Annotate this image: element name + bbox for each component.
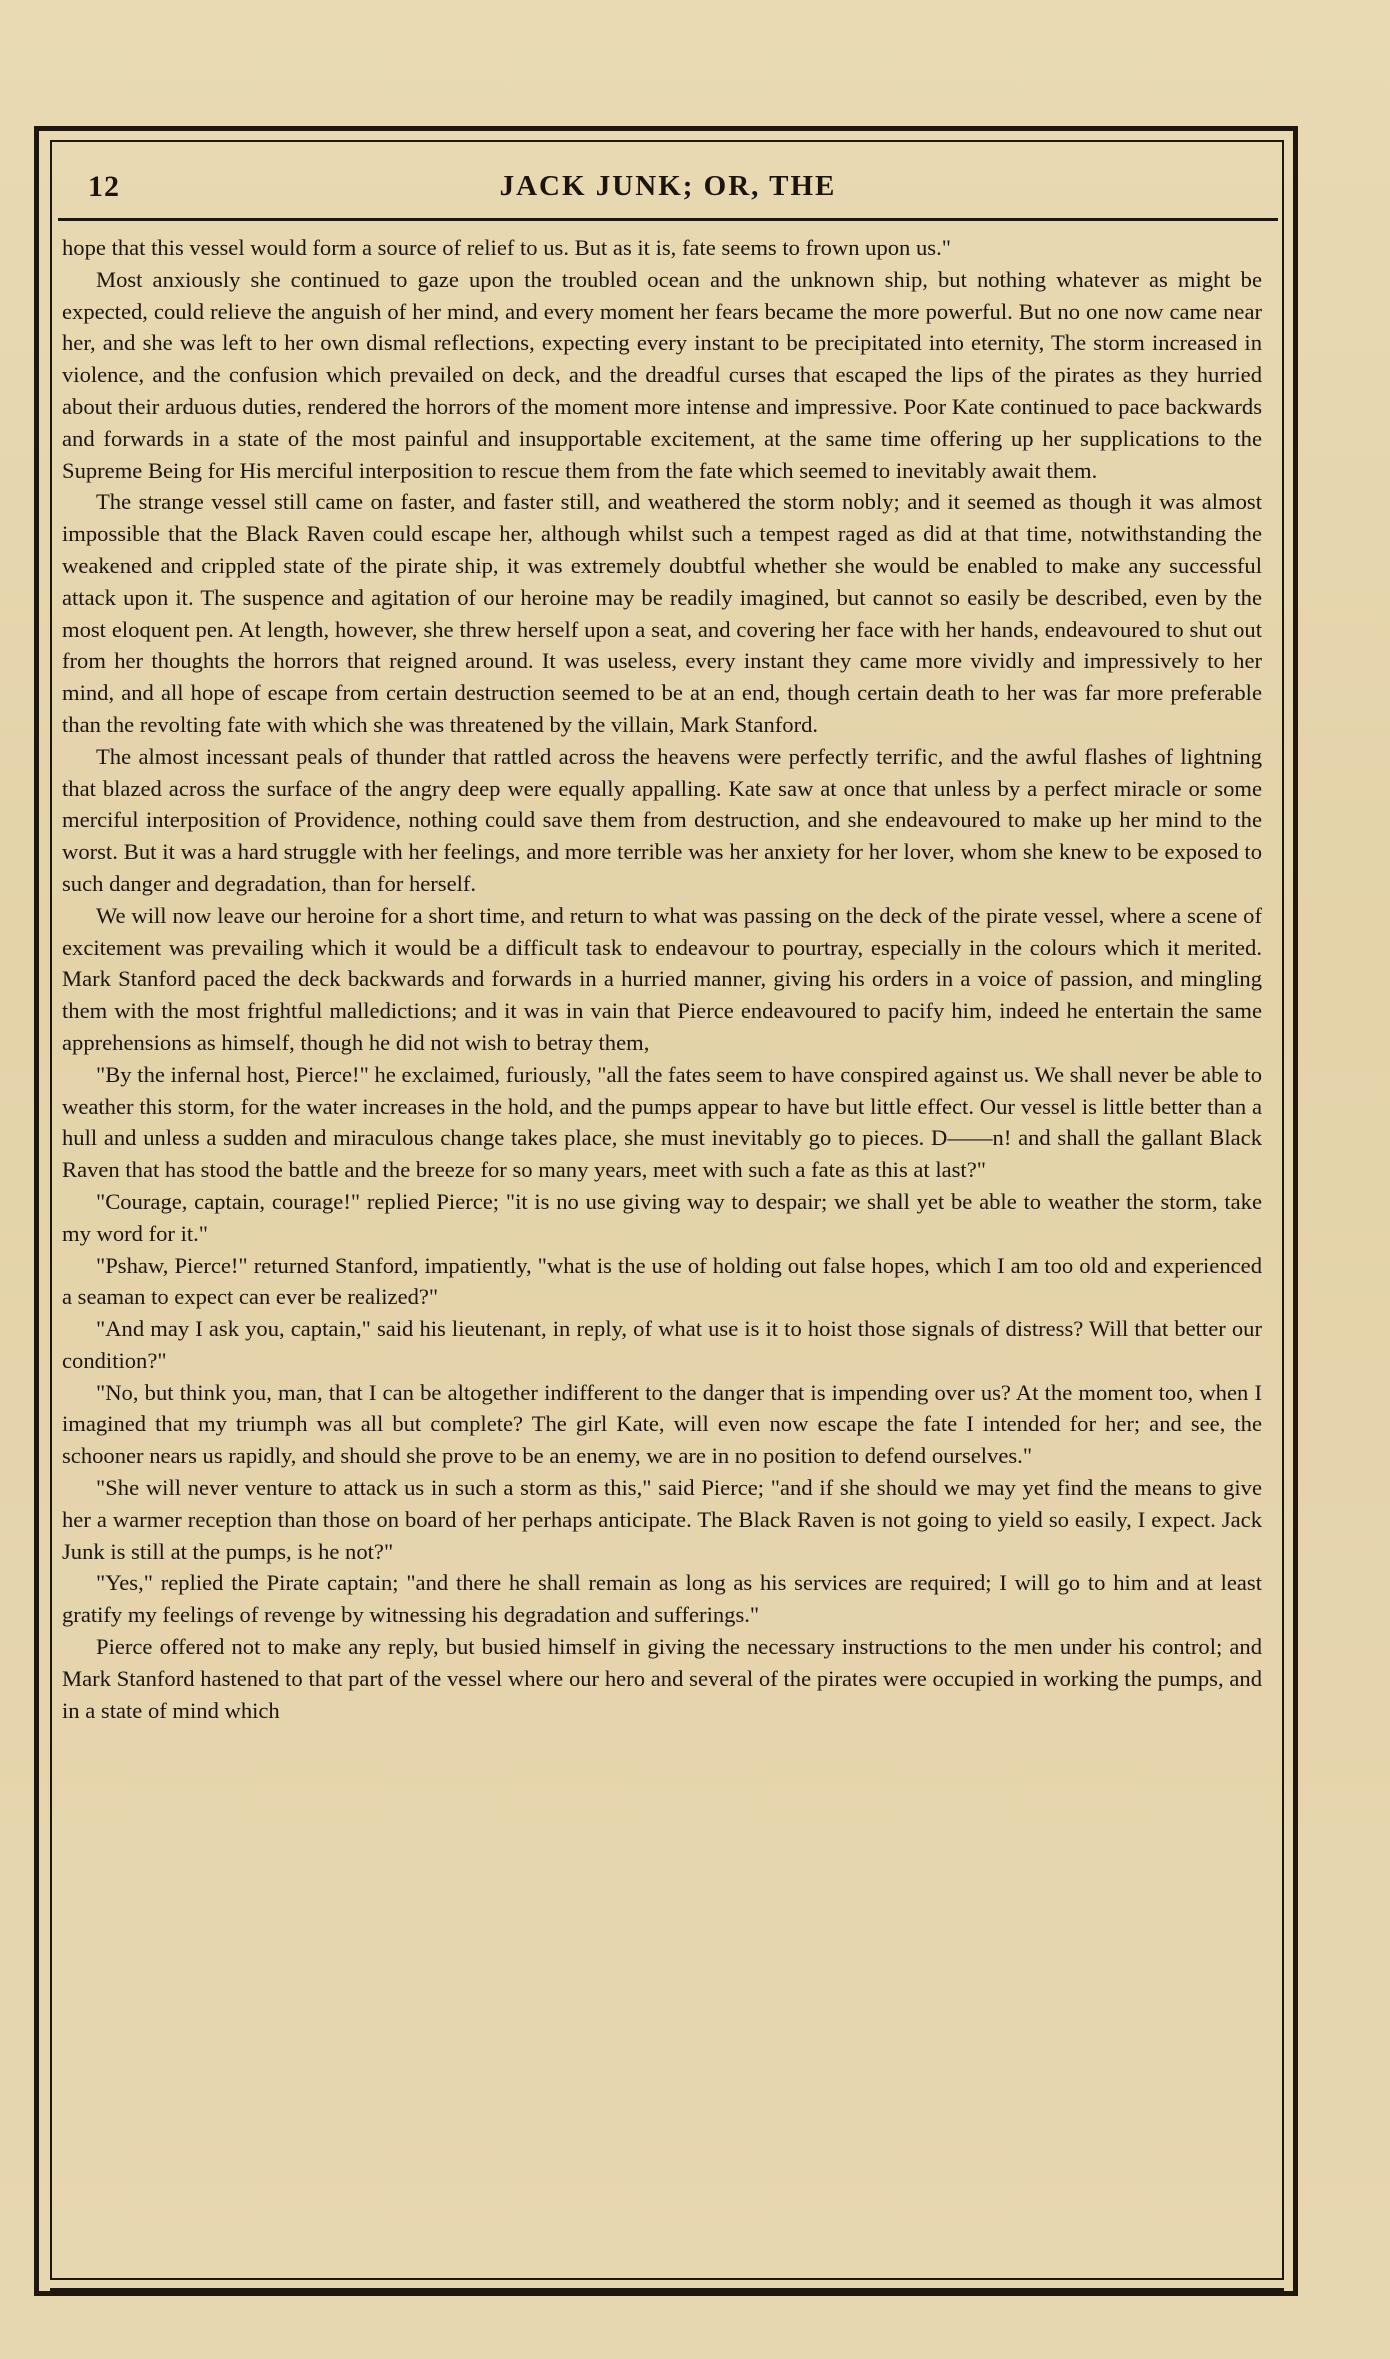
header-rule bbox=[58, 218, 1278, 221]
paragraph: The strange vessel still came on faster, and faster still, and weathered the storm nobly; and it seemed as though it was almost impossible that the Black Raven could escape her, although whilst such a tempest raged as did at that time, notwithstanding the weakened and crippled state of the pirate ship, it was extremely doubtful whether she would be enabled to make any successful attack upon it. The suspence and agitation of our heroine may be readily imagined, but cannot so easily be described, even by the most eloquent pen. At length, however, she threw herself upon a seat, and covering her face with her hands, endeavoured to shut out from her thoughts the horrors that reigned around. It was useless, every instant they came more vividly and impressively to her mind, and all hope of escape from certain destruction seemed to be at an end, though certain death to her was far more preferable than the revolting fate with which she was threatened by the villain, Mark Stanford. bbox=[62, 489, 1262, 737]
page-number: 12 bbox=[88, 170, 120, 203]
paragraph: Pierce offered not to make any reply, but busied himself in giving the necessary instructions to the men under his control; and Mark Stanford hastened to that part of the vessel where our hero and several of the pirates were occupied in working the pumps, and in a state of mind which bbox=[62, 1634, 1262, 1723]
paragraph: "And may I ask you, captain," said his lieutenant, in reply, of what use is it to hoist those signals of distress? Will that better our condition?" bbox=[62, 1316, 1262, 1373]
paragraph: The almost incessant peals of thunder that rattled across the heavens were perfectly terrific, and the awful flashes of lightning that blazed across the surface of the angry deep were equally appalling. Kate saw at once that unless by a perfect miracle or some merciful interposition of Providence, nothing could save them from destruction, and she endeavoured to make up her mind to the worst. But it was a hard struggle with her feelings, and more terrible was her anxiety for her lover, whom she knew to be exposed to such danger and degradation, than for herself. bbox=[62, 743, 1262, 896]
paragraph: "Pshaw, Pierce!" returned Stanford, impatiently, "what is the use of holding out false hopes, which I am too old and experienced a seaman to expect can ever be realized?" bbox=[62, 1252, 1262, 1310]
paragraph: "She will never venture to attack us in such a storm as this," said Pierce; "and if she should we may yet find the means to give her a warmer reception than those on board of her perhaps anticipate. The Black Raven is not going to yield so easily, I expect. Jack Junk is still at the pumps, is he not?" bbox=[62, 1475, 1262, 1564]
paragraph: Most anxiously she continued to gaze upon the troubled ocean and the unknown ship, but nothing whatever as might be expected, could relieve the anguish of her mind, and every moment her fears became the more powerful. But no one now came near her, and she was left to her own dismal reflections, expecting every instant to be precipitated into eternity, The storm increased in violence, and the confusion which prevailed on deck, and the dreadful curses that escaped the lips of the pirates as they hurried about their arduous duties, rendered the horrors of the moment more intense and impressive. Poor Kate continued to pace backwards and forwards in a state of the most painful and insupportable excitement, at the same time offering up her supplications to the Supreme Being for His merciful interposition to rescue them from the fate which seemed to inevitably await them. bbox=[62, 266, 1262, 483]
paragraph: "Courage, captain, courage!" replied Pierce; "it is no use giving way to despair; we shall yet be able to weather the storm, take my word for it." bbox=[62, 1188, 1262, 1246]
paragraph: "Yes," replied the Pirate captain; "and there he shall remain as long as his services are required; I will go to him and at least gratify my feelings of revenge by witnessing his degradation and sufferings." bbox=[62, 1570, 1262, 1628]
running-title: JACK JUNK; OR, THE bbox=[499, 170, 837, 202]
paragraph: hope that this vessel would form a source of relief to us. But as it is, fate seems to frown upon us." bbox=[62, 235, 951, 260]
body-text bbox=[62, 232, 1262, 2262]
bottom-rule bbox=[50, 2288, 1284, 2291]
paragraph: We will now leave our heroine for a short time, and return to what was passing on the deck of the pirate vessel, where a scene of excitement was prevailing which it would be a difficult task to endeavour to pourtray, especially in the colours which it merited. Mark Stanford paced the deck backwards and forwards in a hurried manner, giving his orders in a voice of passion, and mingling them with the most frightful malledictions; and it was in vain that Pierce endeavoured to pacify him, indeed he entertain the same apprehensions as himself, though he did not wish to betray them, bbox=[62, 902, 1262, 1055]
paragraph: "By the infernal host, Pierce!" he exclaimed, furiously, "all the fates seem to have conspired against us. We shall never be able to weather this storm, for the water increases in the hold, and the pumps appear to have but little effect. Our vessel is little better than a hull and unless a sudden and miraculous change takes place, she must inevitably go to pieces. D——n! and shall the gallant Black Raven that has stood the battle and the breeze for so many years, meet with such a fate as this at last?" bbox=[62, 1061, 1262, 1183]
paragraph: "No, but think you, man, that I can be altogether indifferent to the danger that is impending over us? At the moment too, when I imagined that my triumph was all but complete? The girl Kate, will even now escape the fate I intended for her; and see, the schooner nears us rapidly, and should she prove to be an enemy, we are in no position to defend ourselves." bbox=[62, 1379, 1262, 1469]
page-header bbox=[58, 160, 1278, 210]
